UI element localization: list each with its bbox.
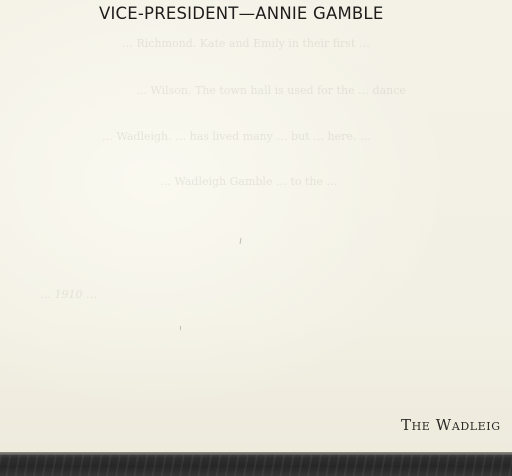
paper-speck xyxy=(240,238,242,244)
book-binding-edge xyxy=(0,452,512,476)
running-footer: The Wadleig xyxy=(401,416,501,434)
bleed-through-line: … Wadleigh. … has lived many … but … here. … xyxy=(102,130,371,143)
bleed-through-line: … Wilson. The town hall is used for the … dance xyxy=(136,84,406,97)
bleed-through-line: … Richmond. Kate and Emily in their first … xyxy=(122,37,370,50)
bleed-through-line: … 1910 … xyxy=(40,288,97,301)
officer-heading: VICE-PRESIDENT—ANNIE GAMBLE xyxy=(99,4,384,23)
binding-texture xyxy=(0,455,512,476)
bleed-through-line: … Wadleigh Gamble … to the … xyxy=(160,175,338,188)
paper-speck xyxy=(180,326,181,330)
